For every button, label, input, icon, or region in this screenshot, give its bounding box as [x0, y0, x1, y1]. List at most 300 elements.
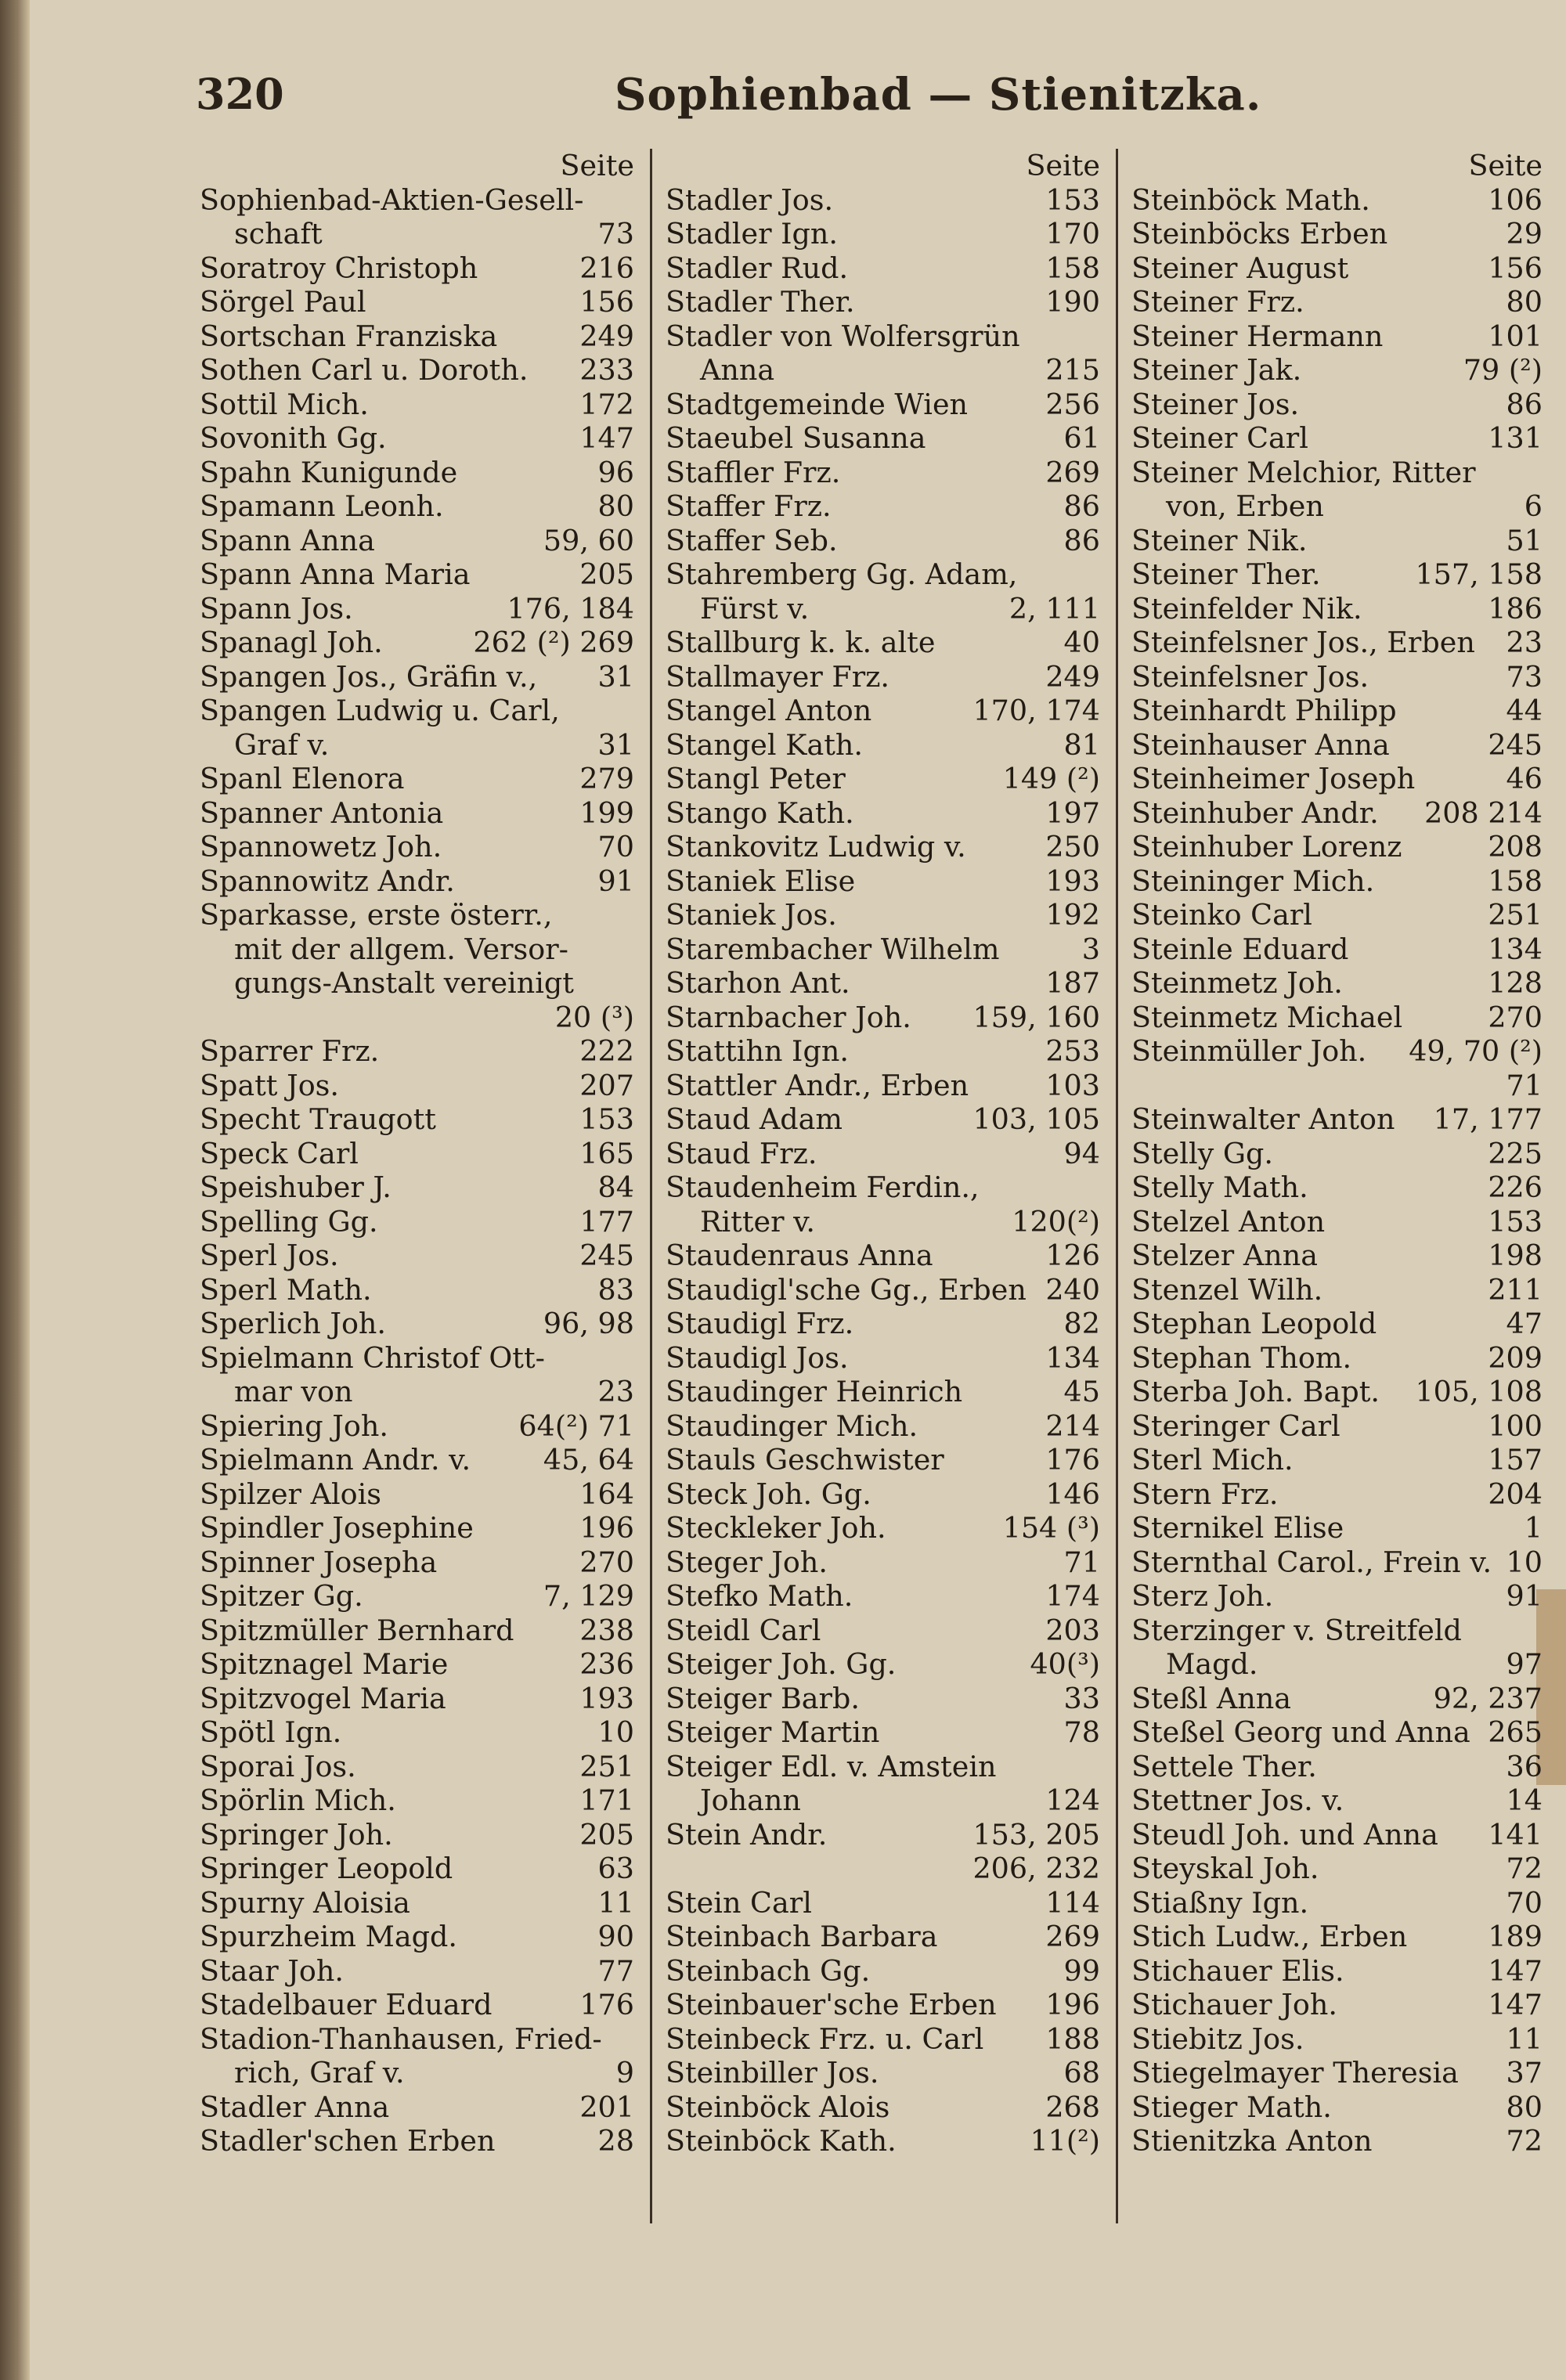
index-entry [200, 1443, 634, 1477]
entry-pages: 262 (²) 269 [473, 626, 634, 659]
index-entry [666, 1715, 1100, 1750]
entry-name: Steiger Edl. v. Amstein [666, 1749, 997, 1783]
index-entry [200, 1477, 634, 1512]
entry-pages: 59, 60 [543, 523, 634, 557]
entry-name: Ritter v. [700, 1204, 816, 1239]
entry-name: Steiner Hermann [1131, 319, 1384, 353]
entry-pages: 206, 232 [972, 1852, 1100, 1885]
entry-pages: 70 [597, 830, 634, 864]
index-entry [1131, 353, 1543, 388]
entry-pages: 31 [597, 659, 634, 694]
entry-pages: 29 [1506, 217, 1543, 251]
entry-name: Steyskal Joh. [1131, 1852, 1319, 1885]
entry-pages: 141 [1488, 1817, 1543, 1852]
index-entry [666, 626, 1100, 660]
index-entry [1131, 217, 1543, 251]
entry-name: Sothen Carl u. Doroth. [200, 353, 529, 387]
entry-pages: 174 [1045, 1579, 1100, 1613]
entry-name: Steudl Joh. und Anna [1131, 1817, 1438, 1852]
entry-pages: 153, 205 [972, 1817, 1100, 1852]
index-entry [666, 1307, 1100, 1341]
entry-name: Steiger Martin [666, 1715, 880, 1749]
index-entry [666, 2056, 1100, 2090]
entry-name: Steininger Mich. [1131, 864, 1375, 898]
entry-name: Steinle Eduard [1131, 932, 1349, 966]
entry-pages: 265 [1488, 1715, 1543, 1749]
entry-name: Staffer Seb. [666, 523, 838, 557]
index-entry [1131, 864, 1543, 899]
entry-pages: 187 [1045, 966, 1100, 1000]
entry-pages: 131 [1488, 421, 1543, 455]
entry-pages: 68 [1063, 2056, 1100, 2090]
entry-pages: 201 [579, 2090, 634, 2124]
entry-name: Stieger Math. [1131, 2090, 1332, 2124]
index-entry [1131, 183, 1543, 218]
entry-pages: 64(²) 71 [518, 1408, 634, 1443]
entry-name: Spötl Ign. [200, 1715, 342, 1749]
entry-pages: 156 [1488, 251, 1543, 285]
entry-name: Sternthal Carol., Frein v. [1131, 1545, 1492, 1579]
entry-pages: 172 [579, 387, 634, 421]
entry-name: schaft [234, 217, 323, 251]
entry-pages: 208 214 [1424, 795, 1543, 830]
entry-name: Stelly Gg. [1131, 1136, 1273, 1170]
entry-name: Stallmayer Frz. [666, 659, 890, 694]
entry-name: Fürst v. [700, 591, 810, 626]
entry-name: Stichauer Joh. [1131, 1988, 1337, 2021]
entry-name: Stauls Geschwister [666, 1443, 944, 1477]
index-entry [666, 1920, 1100, 1954]
entry-pages: 91 [597, 864, 634, 898]
index-entry [666, 2124, 1100, 2158]
entry-name: Staudenheim Ferdin., [666, 1170, 980, 1204]
entry-pages: 106 [1488, 182, 1543, 217]
entry-name: Stern Frz. [1131, 1477, 1279, 1511]
index-column-3 [1131, 149, 1543, 2158]
entry-name: Spangen Jos., Gräfin v., [200, 659, 538, 694]
index-entry [666, 524, 1100, 558]
entry-name: Stiegelmayer Theresia [1131, 2056, 1459, 2090]
entry-pages: 20 (³) [554, 1000, 634, 1034]
entry-name: Steiner Frz. [1131, 285, 1304, 319]
index-entry [1131, 489, 1543, 524]
entry-name: gungs-Anstalt vereinigt [234, 966, 574, 1000]
entry-pages: 225 [1488, 1136, 1543, 1170]
entry-pages: 105, 108 [1415, 1375, 1543, 1408]
entry-pages: 44 [1506, 694, 1543, 727]
index-entry [200, 1511, 634, 1545]
entry-name: Steßl Anna [1131, 1681, 1292, 1715]
entry-name: Spanagl Joh. [200, 626, 383, 659]
index-entry [666, 1375, 1100, 1409]
entry-name: Spielmann Christof Ott- [200, 1340, 545, 1375]
index-entry [1131, 830, 1543, 864]
entry-pages: 222 [579, 1034, 634, 1068]
entry-pages: 256 [1045, 387, 1100, 421]
index-entry [666, 1443, 1100, 1477]
entry-pages: 70 [1506, 1885, 1543, 1920]
index-entry [1131, 1375, 1543, 1409]
entry-pages: 189 [1488, 1920, 1543, 1953]
entry-pages: 40(³) [1030, 1647, 1100, 1681]
index-entry [200, 1715, 634, 1750]
entry-pages: 100 [1488, 1408, 1543, 1443]
entry-pages: 94 [1063, 1136, 1100, 1170]
entry-name: Spindler Josephine [200, 1511, 474, 1545]
entry-pages: 73 [1506, 659, 1543, 694]
entry-pages: 45 [1063, 1375, 1100, 1408]
index-entry [1131, 1886, 1543, 1920]
entry-name: Spannowitz Andr. [200, 864, 455, 898]
index-entry [1131, 1920, 1543, 1954]
entry-name: mit der allgem. Versor- [234, 932, 569, 966]
entry-pages: 103, 105 [972, 1102, 1100, 1136]
entry-pages: 134 [1488, 932, 1543, 966]
entry-name: Steinmüller Joh. [1131, 1034, 1367, 1068]
entry-pages: 114 [1045, 1885, 1100, 1920]
entry-pages: 103 [1045, 1068, 1100, 1102]
entry-name: Stadtgemeinde Wien [666, 387, 969, 421]
entry-name: Staffler Frz. [666, 455, 841, 489]
entry-pages: 205 [579, 557, 634, 591]
entry-pages: 197 [1045, 795, 1100, 830]
entry-name: Spitzvogel Maria [200, 1681, 446, 1715]
entry-name: Staud Adam [666, 1102, 843, 1136]
entry-pages: 204 [1488, 1477, 1543, 1511]
index-entry [666, 1818, 1100, 1852]
index-entry [200, 1783, 634, 1818]
entry-name: Steiner Carl [1131, 421, 1308, 455]
entry-name: Steinhardt Philipp [1131, 694, 1397, 727]
entry-name: Sterzinger v. Streitfeld [1131, 1613, 1462, 1647]
entry-pages: 158 [1488, 864, 1543, 898]
column-heading-seite: Seite [1026, 149, 1100, 182]
entry-name: Staniek Elise [666, 864, 856, 898]
entry-pages: 238 [579, 1613, 634, 1647]
index-entry [666, 183, 1100, 218]
entry-pages: 51 [1506, 523, 1543, 557]
entry-pages: 134 [1045, 1340, 1100, 1375]
entry-name: Sternikel Elise [1131, 1511, 1344, 1545]
entry-pages: 205 [579, 1817, 634, 1852]
entry-pages: 36 [1506, 1749, 1543, 1783]
entry-name: Staudenraus Anna [666, 1239, 933, 1272]
index-entry [1131, 728, 1543, 763]
entry-name: Sörgel Paul [200, 285, 366, 319]
index-column-2 [666, 149, 1100, 2158]
entry-name: Stallburg k. k. alte [666, 626, 936, 659]
entry-name: Spahn Kunigunde [200, 455, 458, 489]
entry-name: Stiaßny Ign. [1131, 1885, 1309, 1920]
index-entry [1131, 251, 1543, 286]
index-entry [200, 251, 634, 286]
index-entry [1131, 1852, 1543, 1886]
entry-pages: 45, 64 [543, 1443, 634, 1477]
index-entry [666, 1034, 1100, 1069]
index-entry [666, 1988, 1100, 2022]
entry-name: Spiering Joh. [200, 1408, 388, 1443]
entry-name: Stadler Ign. [666, 217, 839, 251]
index-entry [200, 1273, 634, 1307]
index-entry [200, 456, 634, 490]
entry-name: Stelzel Anton [1131, 1204, 1326, 1239]
index-entry [666, 592, 1100, 626]
page-number: 320 [196, 69, 284, 119]
entry-name: Stein Carl [666, 1885, 812, 1920]
entry-pages: 158 [1045, 251, 1100, 285]
entry-pages: 92, 237 [1433, 1681, 1543, 1715]
entry-pages: 147 [1488, 1988, 1543, 2021]
index-entry [200, 557, 634, 592]
entry-name: Stango Kath. [666, 795, 854, 830]
index-entry [666, 762, 1100, 796]
entry-name: Spelling Gg. [200, 1204, 378, 1239]
entry-pages: 80 [597, 489, 634, 523]
entry-name: Stettner Jos. v. [1131, 1783, 1344, 1817]
entry-pages: 11 [597, 1885, 634, 1920]
index-entry [1131, 1409, 1543, 1444]
entry-pages: 14 [1506, 1783, 1543, 1817]
entry-name: Steinko Carl [1131, 898, 1312, 932]
index-entry [200, 830, 634, 864]
entry-name: Stangel Anton [666, 694, 872, 727]
index-entry [1131, 1783, 1543, 1818]
index-entry [1131, 388, 1543, 422]
index-entry [666, 1783, 1100, 1818]
entry-pages: 177 [579, 1204, 634, 1239]
entry-name: Sterba Joh. Bapt. [1131, 1375, 1380, 1408]
index-entry [200, 1137, 634, 1171]
entry-pages: 159, 160 [972, 1000, 1100, 1034]
entry-pages: 240 [1045, 1272, 1100, 1307]
entry-name: Steinbach Gg. [666, 1953, 871, 1988]
entry-name: Steinfelsner Jos. [1131, 659, 1369, 694]
entry-name: Steinbach Barbara [666, 1920, 938, 1953]
entry-name: Steiner Ther. [1131, 557, 1321, 591]
index-entry [1131, 1715, 1543, 1750]
entry-pages: 171 [579, 1783, 634, 1817]
index-entry [200, 2124, 634, 2158]
entry-name: Steinböck Alois [666, 2090, 890, 2124]
index-entry [666, 932, 1100, 967]
entry-name: Steinhauser Anna [1131, 727, 1390, 762]
entry-pages: 23 [597, 1375, 634, 1408]
entry-pages: 249 [1045, 659, 1100, 694]
entry-name: Staffer Frz. [666, 489, 832, 523]
entry-name: Staudinger Heinrich [666, 1375, 963, 1408]
entry-name: Steringer Carl [1131, 1408, 1340, 1443]
entry-name: Johann [700, 1783, 801, 1817]
index-entry [1131, 319, 1543, 354]
entry-pages: 190 [1045, 285, 1100, 319]
entry-pages: 86 [1063, 523, 1100, 557]
index-entry [1131, 2056, 1543, 2090]
entry-pages: 188 [1045, 2021, 1100, 2056]
entry-name: Spann Jos. [200, 591, 353, 626]
entry-name: Staeubel Susanna [666, 421, 926, 455]
entry-pages: 176 [579, 1988, 634, 2021]
index-entry [200, 217, 634, 251]
entry-name: Steinwalter Anton [1131, 1102, 1395, 1136]
index-entry [666, 353, 1100, 388]
index-entry [666, 388, 1100, 422]
entry-name: Spitzer Gg. [200, 1579, 363, 1613]
entry-name: Sperlich Joh. [200, 1307, 387, 1340]
entry-pages: 1 [1524, 1511, 1543, 1545]
entry-name: Steinhuber Andr. [1131, 795, 1379, 830]
entry-name: Stattler Andr., Erben [666, 1068, 969, 1102]
index-entry [1131, 1818, 1543, 1852]
entry-name: Spörlin Mich. [200, 1783, 396, 1817]
entry-pages: 146 [1045, 1477, 1100, 1511]
index-entry [200, 388, 634, 422]
entry-name: Anna [700, 353, 775, 387]
index-entry [666, 1409, 1100, 1444]
entry-name: Stadion-Thanhausen, Fried- [200, 2021, 602, 2056]
entry-pages: 96, 98 [543, 1307, 634, 1340]
index-entry [200, 592, 634, 626]
entry-name: Sortschan Franziska [200, 319, 498, 353]
index-entry [666, 456, 1100, 490]
entry-pages: 170, 174 [972, 694, 1100, 727]
index-entry [1131, 796, 1543, 831]
entry-pages: 176, 184 [507, 591, 634, 626]
index-entry [200, 489, 634, 524]
entry-pages: 196 [579, 1511, 634, 1545]
index-entry [200, 1545, 634, 1580]
index-entry [1131, 1682, 1543, 1716]
entry-pages: 77 [597, 1953, 634, 1988]
index-entry [1131, 1614, 1543, 1648]
index-entry [666, 966, 1100, 1001]
index-entry [666, 1852, 1100, 1886]
entry-pages: 80 [1506, 2090, 1543, 2124]
entry-name: Steiner Jak. [1131, 353, 1302, 387]
index-entry [1131, 1545, 1543, 1580]
entry-pages: 279 [579, 762, 634, 795]
entry-name: Settele Ther. [1131, 1749, 1317, 1783]
entry-name: Specht Traugott [200, 1102, 436, 1136]
index-entry [200, 728, 634, 763]
index-entry [200, 1409, 634, 1444]
page-header [196, 69, 1527, 139]
index-entry [1131, 1239, 1543, 1273]
index-entry [1131, 2124, 1543, 2158]
entry-name: Stangl Peter [666, 762, 846, 795]
entry-name: Stadelbauer Eduard [200, 1988, 493, 2021]
entry-name: Stelly Math. [1131, 1170, 1308, 1204]
entry-pages: 216 [579, 251, 634, 285]
entry-name: Steiger Barb. [666, 1681, 860, 1715]
index-entry [1131, 1341, 1543, 1376]
index-column-1 [200, 149, 634, 2158]
entry-pages: 147 [579, 421, 634, 455]
index-entry [666, 251, 1100, 286]
entry-pages: 207 [579, 1068, 634, 1102]
entry-pages: 81 [1063, 727, 1100, 762]
entry-name: Starhon Ant. [666, 966, 850, 1000]
entry-name: Spitzmüller Bernhard [200, 1613, 514, 1647]
entry-pages: 215 [1045, 353, 1100, 387]
index-entry [200, 1750, 634, 1784]
index-entry [666, 1579, 1100, 1614]
entry-name: Stephan Thom. [1131, 1340, 1352, 1375]
index-entry [1131, 660, 1543, 694]
entry-name: Steinheimer Joseph [1131, 762, 1416, 795]
entry-name: Stattihn Ign. [666, 1034, 849, 1068]
entry-pages: 192 [1045, 898, 1100, 932]
index-entry [1131, 1102, 1543, 1137]
index-entry [1131, 557, 1543, 592]
index-entry [1131, 592, 1543, 626]
entry-pages: 72 [1506, 2124, 1543, 2158]
index-entry [1131, 2022, 1543, 2057]
index-entry [200, 660, 634, 694]
index-entry [666, 1954, 1100, 1989]
entry-name: Steiger Joh. Gg. [666, 1647, 897, 1681]
entry-pages: 211 [1488, 1272, 1543, 1307]
index-entry [200, 183, 634, 218]
index-entry [200, 1920, 634, 1954]
entry-name: Springer Leopold [200, 1852, 453, 1885]
entry-pages: 249 [579, 319, 634, 353]
entry-name: Spitznagel Marie [200, 1647, 449, 1681]
entry-pages: 10 [597, 1715, 634, 1749]
entry-name: Sperl Math. [200, 1272, 372, 1307]
entry-name: Stichauer Elis. [1131, 1953, 1344, 1988]
running-title: Sophienbad — Stienitzka. [615, 69, 1262, 121]
index-entry [1131, 898, 1543, 932]
index-entry [666, 1477, 1100, 1512]
entry-pages: 164 [579, 1477, 634, 1511]
index-entry [666, 1682, 1100, 1716]
index-entry [1131, 1137, 1543, 1171]
entry-name: Spann Anna [200, 523, 375, 557]
index-entry [200, 1069, 634, 1103]
entry-name: Sterz Joh. [1131, 1579, 1274, 1613]
index-entry [666, 1511, 1100, 1545]
index-entry [200, 1341, 634, 1376]
index-entry [200, 1818, 634, 1852]
index-entry [200, 285, 634, 319]
entry-name: Steck Joh. Gg. [666, 1477, 871, 1511]
index-entry [200, 319, 634, 354]
index-entry [200, 1001, 634, 1035]
index-entry [1131, 1205, 1543, 1239]
index-entry [666, 421, 1100, 456]
entry-name: Staniek Jos. [666, 898, 837, 932]
entry-pages: 269 [1045, 455, 1100, 489]
entry-pages: 198 [1488, 1239, 1543, 1272]
entry-pages: 83 [597, 1272, 634, 1307]
entry-name: Steinbeck Frz. u. Carl [666, 2021, 984, 2056]
index-entry [200, 1852, 634, 1886]
index-entry [1131, 421, 1543, 456]
index-entry [666, 694, 1100, 728]
entry-name: Sovonith Gg. [200, 421, 387, 455]
entry-pages: 86 [1063, 489, 1100, 523]
entry-name: Soratroy Christoph [200, 251, 478, 285]
entry-name: Steinmetz Joh. [1131, 966, 1343, 1000]
entry-pages: 82 [1063, 1307, 1100, 1340]
entry-name: Stich Ludw., Erben [1131, 1920, 1408, 1953]
entry-pages: 10 [1506, 1545, 1543, 1579]
entry-name: Steiner Jos. [1131, 387, 1300, 421]
index-entry [200, 524, 634, 558]
index-entry [1131, 456, 1543, 490]
entry-pages: 165 [579, 1136, 634, 1170]
entry-pages: 251 [579, 1749, 634, 1783]
